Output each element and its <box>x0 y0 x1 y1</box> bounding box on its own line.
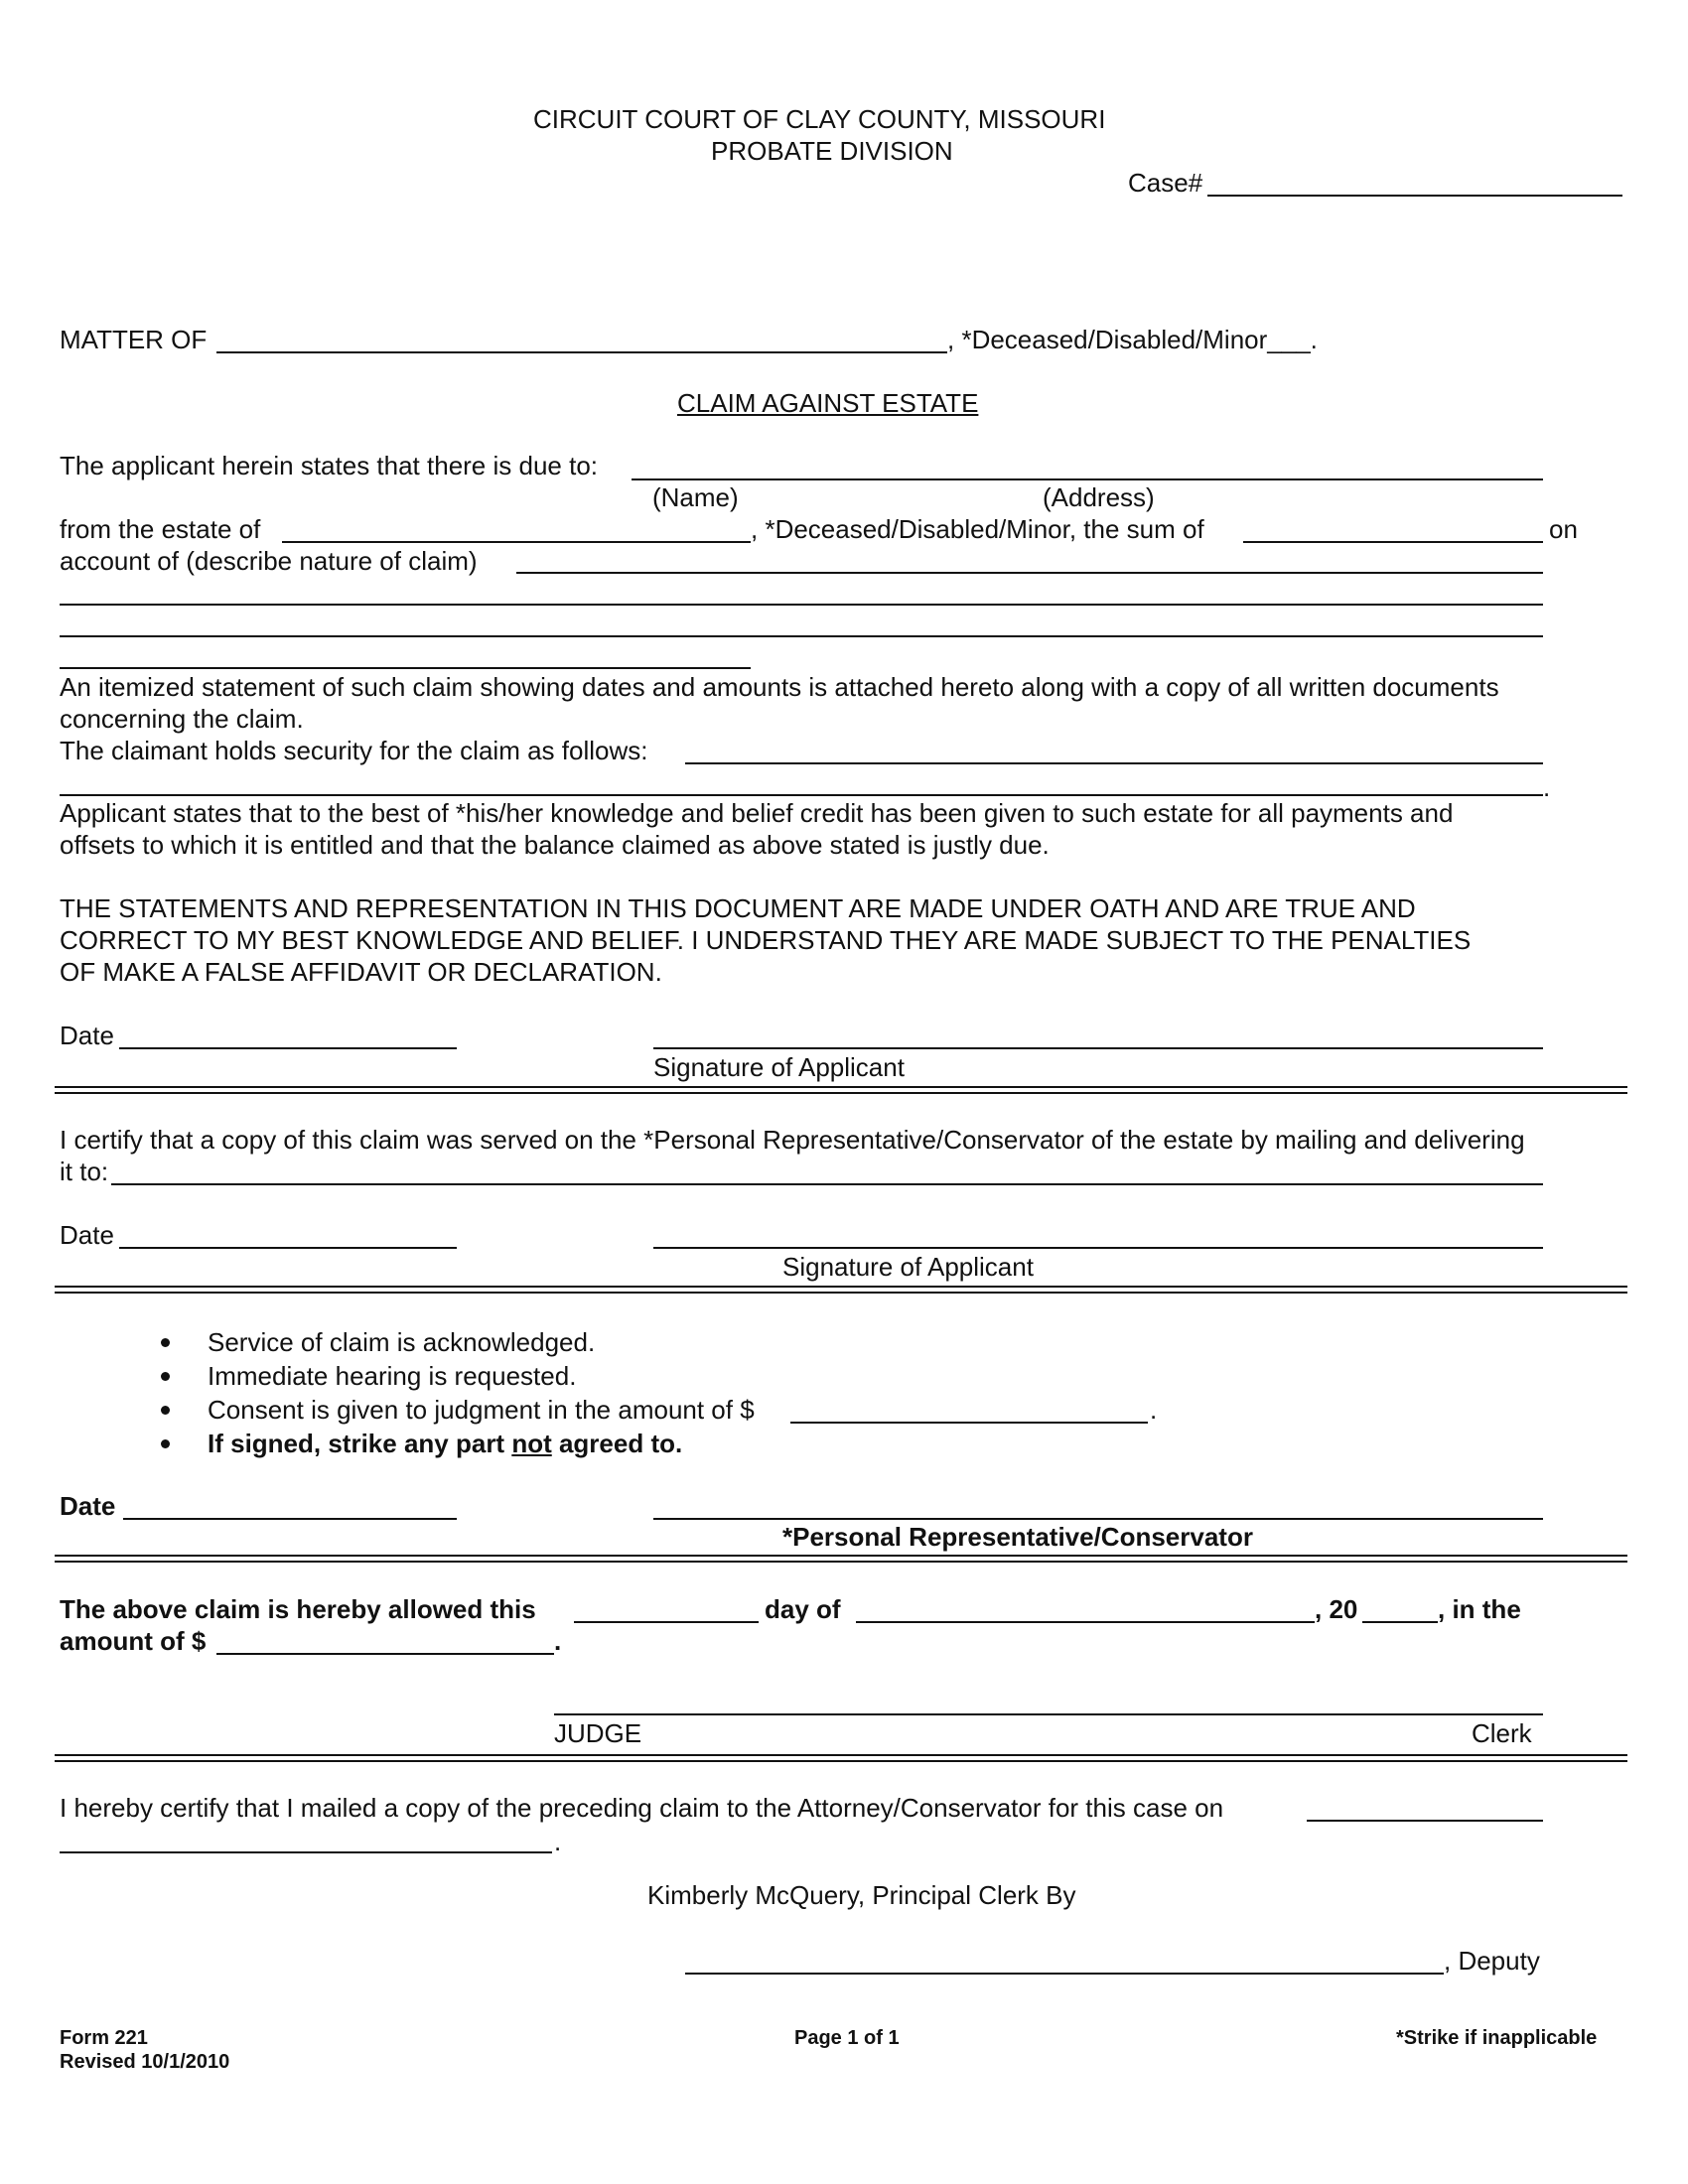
day-of-text: day of <box>765 1594 841 1624</box>
certify-text-1: I certify that a copy of this claim was served on the *Personal Representative/Conservator of the estate by mailing and delivering <box>60 1125 1525 1155</box>
certify-text-2: it to: <box>60 1157 109 1186</box>
itemized-text-1: An itemized statement of such claim showing dates and amounts is attached hereto along with a copy of all written documents <box>60 672 1499 702</box>
security-field-2[interactable] <box>60 794 1543 796</box>
case-number-label: Case# <box>1128 168 1203 198</box>
matter-name-field[interactable] <box>216 351 947 353</box>
clerk-label: Clerk <box>1472 1718 1532 1748</box>
due-to-text: The applicant herein states that there is due to: <box>60 451 599 480</box>
claim-description-field-4[interactable] <box>60 667 751 669</box>
form-title: CLAIM AGAINST ESTATE <box>677 388 979 418</box>
signature-caption-2: Signature of Applicant <box>782 1252 1034 1282</box>
mailing-date-field-1[interactable] <box>1307 1820 1543 1822</box>
representative-signature-line[interactable] <box>653 1518 1543 1520</box>
date-label-1: Date <box>60 1021 114 1050</box>
deputy-label: , Deputy <box>1444 1946 1540 1976</box>
allowed-amount-field[interactable] <box>216 1653 554 1655</box>
consent-amount-field[interactable] <box>790 1422 1148 1424</box>
security-period: . <box>1543 772 1551 802</box>
judge-signature-line[interactable] <box>554 1713 1543 1715</box>
representative-caption: *Personal Representative/Conservator <box>782 1522 1253 1552</box>
court-name: CIRCUIT COURT OF CLAY COUNTY, MISSOURI <box>533 104 1106 134</box>
section-divider-2 <box>55 1286 1627 1294</box>
security-field-1[interactable] <box>685 762 1543 764</box>
section-divider-3 <box>55 1555 1627 1563</box>
deceased-sum-text: , *Deceased/Disabled/Minor, the sum of <box>751 514 1204 544</box>
strike-note: *Strike if inapplicable <box>1396 2027 1598 2049</box>
allowed-period: . <box>554 1626 562 1656</box>
oath-text-1: THE STATEMENTS AND REPRESENTATION IN THIS DOCUMENT ARE MADE UNDER OATH AND ARE TRUE AND <box>60 893 1416 923</box>
date-label-2: Date <box>60 1220 114 1250</box>
bullet-3 <box>161 1406 170 1415</box>
ack-item-4-not: not <box>511 1429 552 1458</box>
case-number-field[interactable] <box>1207 195 1622 197</box>
security-text: The claimant holds security for the claim as follows: <box>60 736 648 765</box>
date-field-1[interactable] <box>119 1047 457 1049</box>
allowed-month-field[interactable] <box>856 1621 1315 1623</box>
on-text: on <box>1549 514 1578 544</box>
bullet-2 <box>161 1372 170 1381</box>
estate-name-field[interactable] <box>282 541 751 543</box>
ack-item-4 <box>208 1429 682 1458</box>
allowed-day-field[interactable] <box>574 1621 759 1623</box>
form-number: Form 221 <box>60 2027 148 2049</box>
bullet-1 <box>161 1338 170 1347</box>
matter-label: MATTER OF <box>60 325 208 354</box>
sum-field[interactable] <box>1243 541 1543 543</box>
claim-description-field-3[interactable] <box>60 635 1543 637</box>
amount-of-text: amount of $ <box>60 1626 207 1656</box>
date-field-3[interactable] <box>123 1518 457 1520</box>
bullet-4 <box>161 1439 170 1448</box>
ack-item-2: Immediate hearing is requested. <box>208 1361 577 1391</box>
address-caption: (Address) <box>1043 482 1155 512</box>
matter-suffix: , *Deceased/Disabled/Minor___. <box>947 325 1318 354</box>
claim-description-field-2[interactable] <box>60 604 1543 606</box>
belief-text-2: offsets to which it is entitled and that the balance claimed as above stated is justly due. <box>60 830 1050 860</box>
section-divider-4 <box>55 1754 1627 1762</box>
date-field-2[interactable] <box>119 1247 457 1249</box>
mailing-period: . <box>554 1827 562 1856</box>
in-the-text: , in the <box>1438 1594 1521 1624</box>
clerk-by-text: Kimberly McQuery, Principal Clerk By <box>647 1880 1076 1910</box>
itemized-text-2: concerning the claim. <box>60 704 304 734</box>
year-prefix: , 20 <box>1315 1594 1358 1624</box>
signature-caption-1: Signature of Applicant <box>653 1052 905 1082</box>
allowed-year-field[interactable] <box>1362 1621 1438 1623</box>
account-of-text: account of (describe nature of claim) <box>60 546 478 576</box>
delivered-to-field[interactable] <box>111 1183 1543 1185</box>
ack-item-3-period: . <box>1150 1395 1158 1425</box>
due-to-field[interactable] <box>632 478 1543 480</box>
judge-label: JUDGE <box>554 1718 642 1748</box>
applicant-signature-line-2[interactable] <box>653 1247 1543 1249</box>
name-caption: (Name) <box>652 482 739 512</box>
ack-item-3: Consent is given to judgment in the amount of $ <box>208 1395 755 1425</box>
page-number: Page 1 of 1 <box>794 2027 900 2049</box>
division-name: PROBATE DIVISION <box>711 136 953 166</box>
ack-item-4-post: agreed to. <box>551 1429 683 1458</box>
deputy-signature-line[interactable] <box>685 1973 1444 1975</box>
allowed-text: The above claim is hereby allowed this <box>60 1594 536 1624</box>
claim-description-field-1[interactable] <box>516 572 1543 574</box>
date-label-3: Date <box>60 1491 116 1521</box>
ack-item-4-pre: If signed, strike any part <box>208 1429 512 1458</box>
applicant-signature-line-1[interactable] <box>653 1047 1543 1049</box>
oath-text-2: CORRECT TO MY BEST KNOWLEDGE AND BELIEF. I UNDERSTAND THEY ARE MADE SUBJECT TO THE PENALTIES <box>60 925 1472 955</box>
oath-text-3: OF MAKE A FALSE AFFIDAVIT OR DECLARATION. <box>60 957 662 987</box>
mailing-text: I hereby certify that I mailed a copy of the preceding claim to the Attorney/Conservator for this case on <box>60 1793 1224 1823</box>
belief-text-1: Applicant states that to the best of *his/her knowledge and belief credit has been given to such estate for all payments and <box>60 798 1454 828</box>
mailing-date-field-2[interactable] <box>60 1851 552 1853</box>
form-revised: Revised 10/1/2010 <box>60 2051 230 2073</box>
from-estate-text: from the estate of <box>60 514 261 544</box>
section-divider-1 <box>55 1086 1627 1094</box>
ack-item-1: Service of claim is acknowledged. <box>208 1327 596 1357</box>
